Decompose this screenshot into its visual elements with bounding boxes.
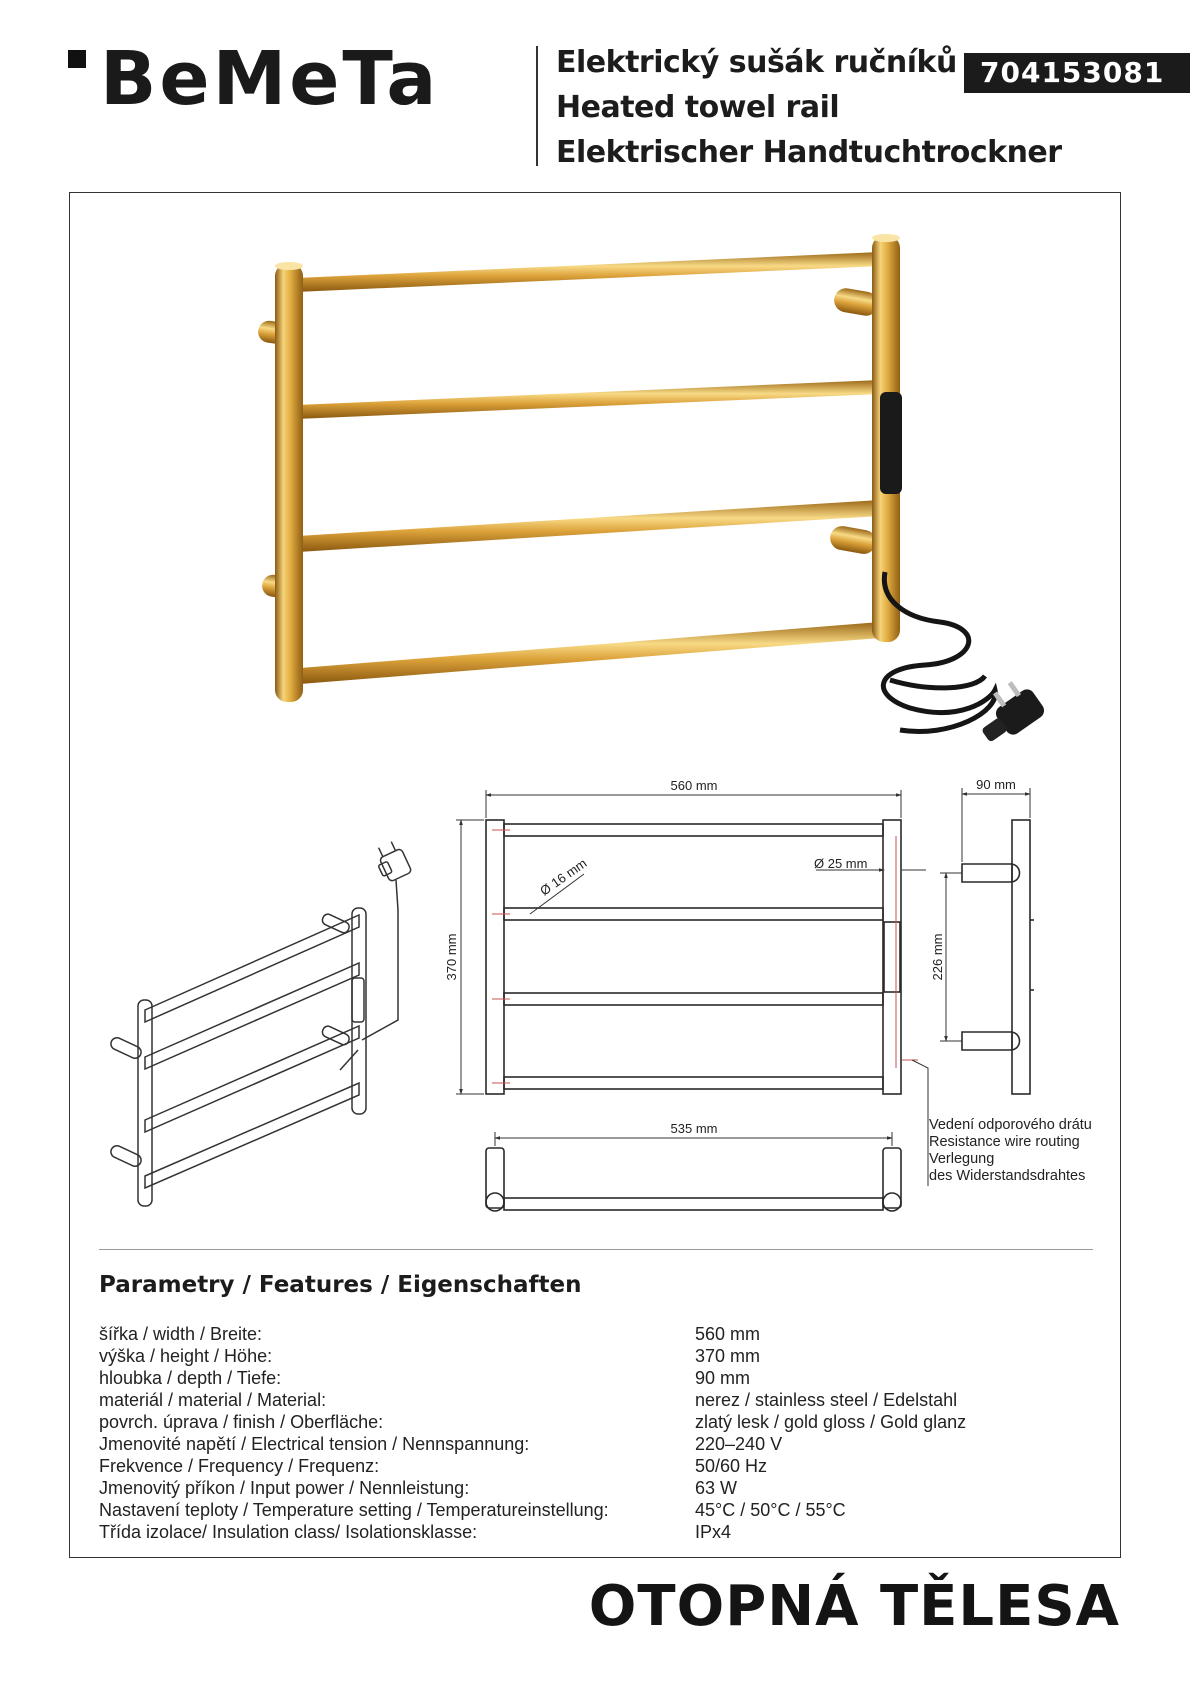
dim-depth-label: 90 mm xyxy=(976,777,1016,792)
spec-row xyxy=(99,1411,1099,1433)
spec-value: 220–240 V xyxy=(695,1434,783,1454)
heating-control-box xyxy=(880,392,902,494)
dim-bar-diameter-label: Ø 16 mm xyxy=(537,855,590,899)
isometric-drawing xyxy=(109,839,412,1206)
spec-value: 90 mm xyxy=(695,1368,751,1388)
spec-row xyxy=(99,1455,1099,1477)
spec-row xyxy=(99,1521,1099,1543)
spec-label: Nastavení teploty / Temperature setting / Temperatureinstellung: xyxy=(99,1500,609,1520)
wire-routing-note xyxy=(929,1117,1092,1185)
spec-value: nerez / stainless steel / Edelstahl xyxy=(695,1390,958,1410)
section-divider xyxy=(99,1249,1093,1250)
wall-brackets xyxy=(257,286,880,600)
category-footer: OTOPNÁ TĚLESA xyxy=(588,1574,1120,1639)
spec-row xyxy=(99,1323,1099,1345)
note-line-de2: des Widerstandsdrahtes xyxy=(929,1168,1086,1184)
dim-height xyxy=(456,820,484,1094)
features-title: Parametry / Features / Eigenschaften xyxy=(99,1272,582,1298)
spec-value: zlatý lesk / gold gloss / Gold glanz xyxy=(695,1412,967,1432)
note-line-cz: Vedení odporového drátu xyxy=(929,1117,1092,1133)
dim-width-label: 560 mm xyxy=(670,778,718,793)
spec-label: Jmenovitý příkon / Input power / Nennleistung: xyxy=(99,1478,470,1498)
spec-label: Jmenovité napětí / Electrical tension / Nennspannung: xyxy=(99,1434,530,1454)
dim-inner-width-label: 535 mm xyxy=(670,1121,718,1136)
spec-row xyxy=(99,1433,1099,1455)
title-cz: Elektrický sušák ručníků xyxy=(556,45,957,80)
left-post xyxy=(275,264,303,702)
spec-label: šířka / width / Breite: xyxy=(99,1324,263,1344)
dim-depth xyxy=(962,788,1030,862)
spec-row xyxy=(99,1477,1099,1499)
top-view xyxy=(486,1148,901,1211)
spec-value: 45°C / 50°C / 55°C xyxy=(695,1500,846,1520)
spec-label: materiál / material / Material: xyxy=(99,1390,327,1410)
spec-label: povrch. úprava / finish / Oberfläche: xyxy=(99,1412,384,1432)
title-en: Heated towel rail xyxy=(556,90,840,125)
note-line-en: Resistance wire routing xyxy=(929,1134,1080,1150)
spec-table xyxy=(99,1323,1099,1543)
spec-label: výška / height / Höhe: xyxy=(99,1346,273,1366)
spec-value: 50/60 Hz xyxy=(695,1456,768,1476)
spec-value: 63 W xyxy=(695,1478,738,1498)
spec-value: 370 mm xyxy=(695,1346,761,1366)
spec-value: IPx4 xyxy=(695,1522,732,1542)
title-de: Elektrischer Handtuchtrockner xyxy=(556,135,1062,170)
spec-value: 560 mm xyxy=(695,1324,761,1344)
product-code: 704153081 xyxy=(964,53,1190,93)
spec-label: Třída izolace/ Insulation class/ Isolationsklasse: xyxy=(99,1522,478,1542)
spec-row xyxy=(99,1499,1099,1521)
spec-row xyxy=(99,1367,1099,1389)
side-view xyxy=(962,820,1034,1094)
logo-wordmark: BeMeTa xyxy=(100,36,440,122)
dim-mount-label: 226 mm xyxy=(930,933,945,981)
power-cable xyxy=(883,572,995,731)
dim-post-diameter-label: Ø 25 mm xyxy=(814,856,868,871)
note-line-de1: Verlegung xyxy=(929,1151,995,1167)
product-photo xyxy=(257,234,1048,749)
note-leader xyxy=(912,1060,928,1186)
spec-row xyxy=(99,1345,1099,1367)
spec-label: Frekvence / Frequency / Frequenz: xyxy=(99,1456,380,1476)
towel-bars xyxy=(296,252,880,684)
dim-width xyxy=(486,790,901,818)
spec-label: hloubka / depth / Tiefe: xyxy=(99,1368,282,1388)
spec-row xyxy=(99,1389,1099,1411)
dim-height-label: 370 mm xyxy=(444,933,459,981)
